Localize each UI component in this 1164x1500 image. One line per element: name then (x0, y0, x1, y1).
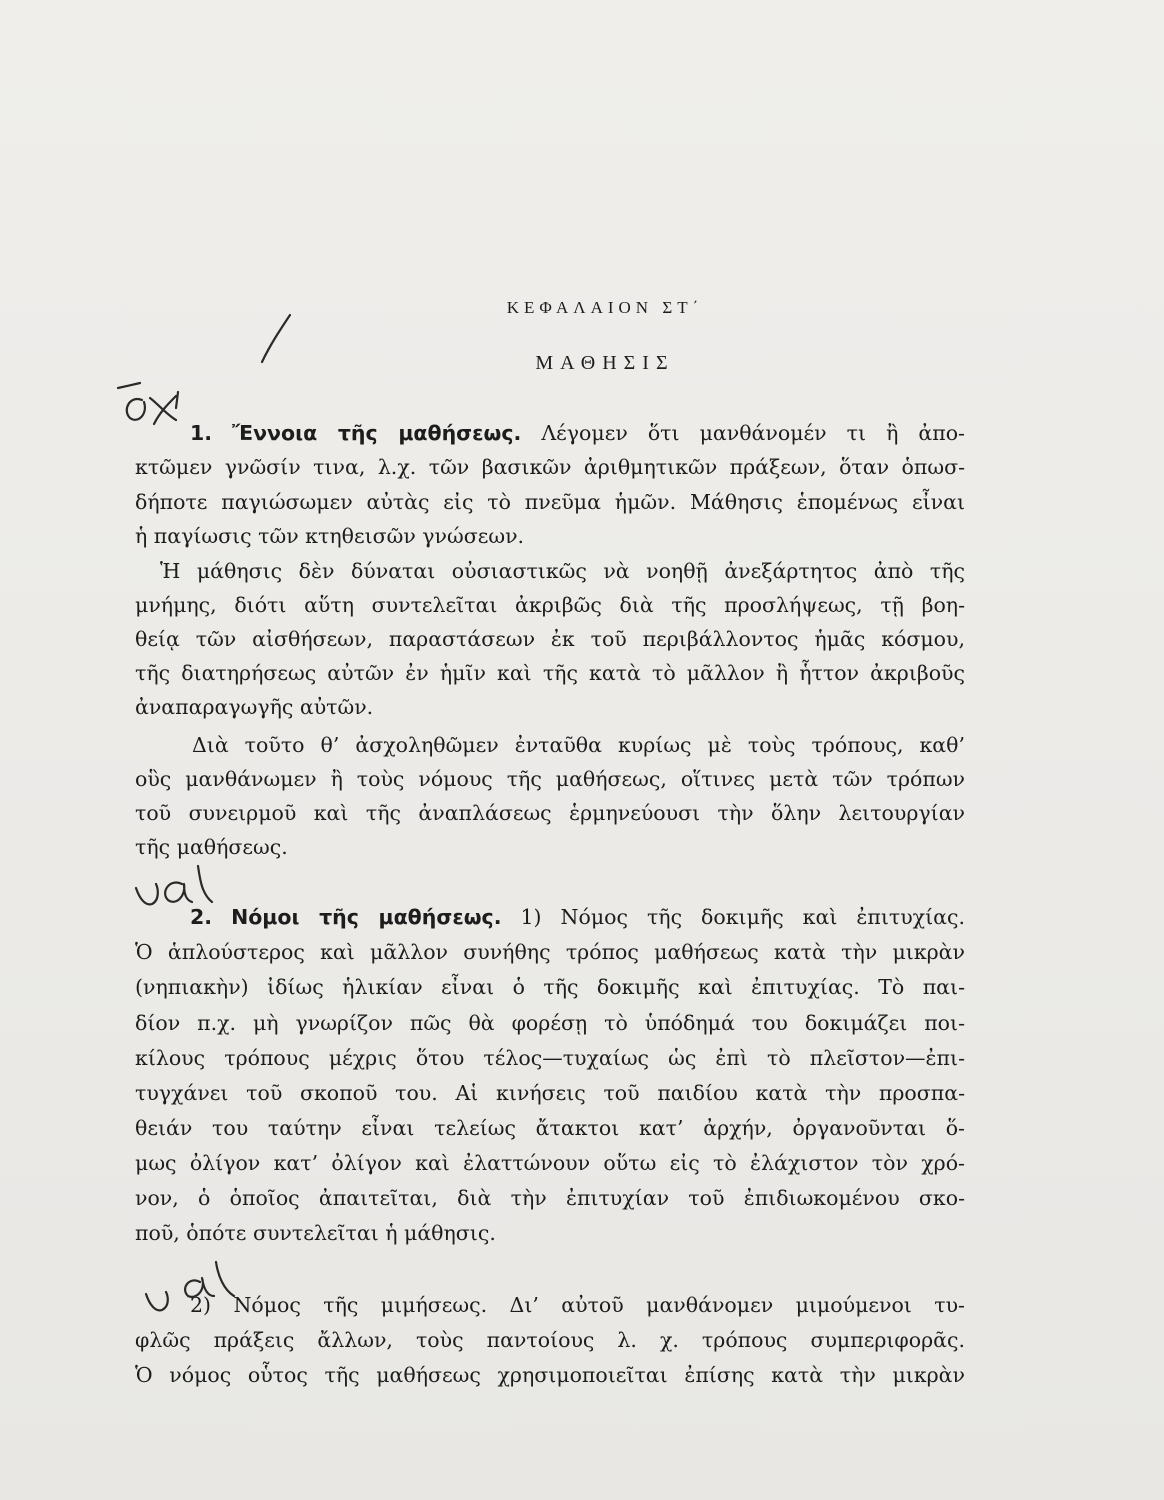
section1-title: Ἔννοια τῆς μαθήσεως. (232, 421, 522, 445)
section2-subtitle: 1) Νόμος τῆς δοκιμῆς καὶ ἐπιτυχίας. (520, 905, 965, 929)
section3-line: φλῶς πράξεις ἄλλων, τοὺς παντοίους λ. χ. τρόπους συμπεριφορᾶς. (135, 1328, 965, 1352)
section2-first-line (190, 902, 965, 932)
paragraph3-line: Διὰ τοῦτο θ’ ἀσχοληθῶμεν ἐνταῦθα κυρίως μὲ τοὺς τρόπους, καθ’ (192, 733, 965, 757)
section2-line: κίλους τρόπους μέχρις ὅτου τέλος—τυχαίως ὡς ἐπὶ τὸ πλεῖστον—ἐπι- (135, 1046, 965, 1070)
section2-line: μως ὀλίγον κατ’ ὀλίγον καὶ ἐλαττώνουν οὕτω εἰς τὸ ἐλάχιστον τὸν χρό- (135, 1151, 965, 1175)
section2-line: θειάν του ταύτην εἶναι τελείως ἄτακτοι κατ’ ἀρχήν, ὀργανοῦνται ὅ- (135, 1116, 965, 1140)
paragraph2-line: Ἡ μάθησις δὲν δύναται οὐσιαστικῶς νὰ νοηθῇ ἀνεξάρτητος ἀπὸ τῆς (160, 559, 965, 583)
section2-line: Ὁ ἁπλούστερος καὶ μᾶλλον συνήθης τρόπος μαθήσεως κατὰ τὴν μικρὰν (135, 940, 965, 964)
section2-number: 2. (190, 905, 213, 929)
section2-line: ποῦ, ὁπότε συντελεῖται ἡ μάθησις. (135, 1221, 496, 1245)
section1-line: κτῶμεν γνῶσίν τινα, λ.χ. τῶν βασικῶν ἀριθμητικῶν πράξεων, ὅταν ὁπωσ- (135, 455, 965, 479)
paragraph2-line: τῆς διατηρήσεως αὐτῶν ἐν ἡμῖν καὶ τῆς κατὰ τὸ μᾶλλον ἢ ἧττον ἀκριβοῦς (135, 661, 965, 685)
chapter-heading: ΚΕΦΑΛΑΙΟΝ ΣΤ΄ (506, 298, 704, 317)
chapter-title: ΜΑΘΗΣΙΣ (535, 352, 675, 374)
section3-title: 2) Νόμος τῆς μιμήσεως. (190, 1293, 488, 1317)
paragraph3-line: οὓς μανθάνωμεν ἢ τοὺς νόμους τῆς μαθήσεως, οἵτινες μετὰ τῶν τρόπων (135, 767, 965, 791)
annotation-nai (136, 866, 212, 904)
section2-line: (νηπιακὴν) ἰδίως ἡλικίαν εἶναι ὁ τῆς δοκιμῆς καὶ ἐπιτυχίας. Τὸ παι- (135, 975, 965, 999)
section1-line: ἡ παγίωσις τῶν κτηθεισῶν γνώσεων. (135, 524, 525, 548)
section2-line: τυγχάνει τοῦ σκοποῦ του. Αἱ κινήσεις τοῦ παιδίου κατὰ τὴν προσπα- (135, 1081, 965, 1105)
annotation-ochi (118, 383, 178, 424)
paragraph3-line: τοῦ συνειρμοῦ καὶ τῆς ἀναπλάσεως ἑρμηνεύουσι τὴν ὅλην λειτουργίαν (135, 801, 965, 825)
section2-line: νον, ὁ ὁποῖος ἀπαιτεῖται, διὰ τὴν ἐπιτυχίαν τοῦ ἐπιδιωκομένου σκο- (135, 1186, 965, 1210)
section1-number: 1. (190, 421, 213, 445)
paragraph2-line: ἀναπαραγωγῆς αὐτῶν. (135, 695, 374, 719)
section2-title: Νόμοι τῆς μαθήσεως. (231, 905, 502, 929)
paragraph2-line: θείᾳ τῶν αἰσθήσεων, παραστάσεων ἐκ τοῦ περιβάλλοντος ἡμᾶς κόσμου, (135, 627, 965, 651)
paragraph3-line: τῆς μαθήσεως. (135, 835, 288, 859)
section3-line: Ὁ νόμος οὗτος τῆς μαθήσεως χρησιμοποιεῖται ἐπίσης κατὰ τὴν μικρὰν (135, 1363, 965, 1387)
section3-first-line (190, 1290, 965, 1320)
section1-line: Λέγομεν ὅτι μανθάνομέν τι ἢ ἀπο- (541, 421, 965, 445)
paragraph2-line: μνήμης, διότι αὕτη συντελεῖται ἀκριβῶς διὰ τῆς προσλήψεως, τῇ βοη- (135, 593, 965, 617)
section1-line: δήποτε παγιώσωμεν αὐτὰς εἰς τὸ πνεῦμα ἡμῶν. Μάθησις ἑπομένως εἶναι (135, 490, 965, 514)
section1-first-line (190, 418, 965, 448)
section3-line: Δι’ αὐτοῦ μανθάνομεν μιμούμενοι τυ- (509, 1293, 965, 1317)
section2-line: δίον π.χ. μὴ γνωρίζον πῶς θὰ φορέσῃ τὸ ὑπόδημά του δοκιμάζει ποι- (135, 1011, 965, 1035)
